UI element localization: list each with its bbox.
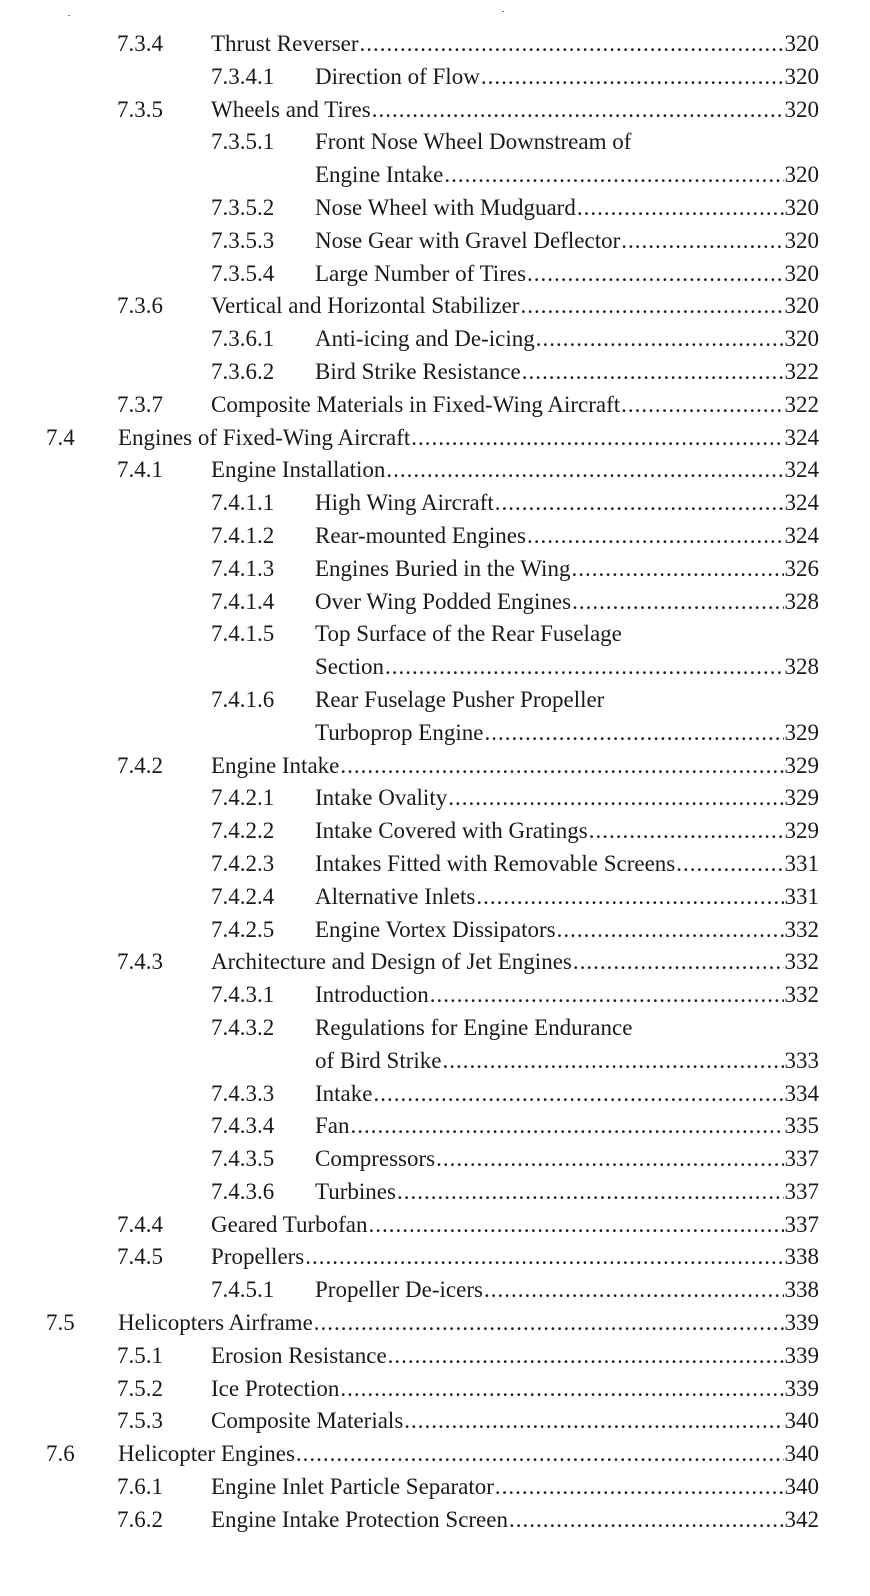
- toc-entry-line: [315, 520, 819, 553]
- section-title: Engine Inlet Particle Separator: [211, 1474, 494, 1500]
- page-number: 329: [784, 818, 819, 844]
- dot-leader: [314, 1307, 784, 1340]
- page-number: 339: [784, 1375, 819, 1401]
- toc-entry: [0, 881, 870, 914]
- section-title: Over Wing Podded Engines: [315, 588, 572, 614]
- section-title: Regulations for Engine Endurance: [315, 1014, 633, 1040]
- section-title: Nose Wheel with Mudguard: [315, 194, 576, 220]
- toc-entry-line: [211, 750, 819, 783]
- toc-entry-line: [315, 487, 819, 520]
- toc-entry-line: [315, 258, 819, 291]
- section-title: Introduction: [315, 982, 429, 1008]
- dot-leader: [360, 28, 784, 61]
- toc-entry: [0, 1438, 870, 1471]
- toc-entry: [0, 782, 870, 815]
- section-title: Compressors: [315, 1146, 436, 1172]
- section-number: 7.5.1: [117, 1342, 163, 1368]
- section-title: Anti-icing and De-icing: [315, 326, 535, 352]
- toc-entry: [0, 1110, 870, 1143]
- dot-leader: [495, 487, 784, 520]
- toc-entry: [0, 1504, 870, 1537]
- page-number: 338: [784, 1277, 819, 1303]
- dot-leader: [340, 1373, 783, 1406]
- toc-entry-line: [211, 1504, 819, 1537]
- toc-entry-line: [211, 1373, 819, 1406]
- toc-entry-line: [315, 1110, 819, 1143]
- section-title: Bird Strike Resistance: [315, 358, 521, 384]
- toc-entry: [0, 1307, 870, 1340]
- page-number: 337: [784, 1146, 819, 1172]
- toc-entry-line: [315, 914, 819, 947]
- toc-entry: [0, 1340, 870, 1373]
- dot-leader: [522, 356, 784, 389]
- toc-entry: [0, 1471, 870, 1504]
- page-number: 328: [784, 588, 819, 614]
- dot-leader: [527, 520, 784, 553]
- section-title: Thrust Reverser: [211, 31, 359, 56]
- dot-leader: [676, 848, 783, 881]
- toc-entry-line: [315, 1078, 819, 1111]
- page-number: 324: [784, 424, 819, 450]
- toc-entry: [0, 586, 870, 619]
- scan-speck: [68, 15, 70, 16]
- section-title: Composite Materials in Fixed-Wing Aircraft: [211, 391, 621, 417]
- toc-entry-continuation: [0, 651, 870, 684]
- toc-entry: [0, 553, 870, 586]
- toc-entry-line: [315, 1045, 819, 1078]
- section-number: 7.4.2.4: [211, 883, 275, 909]
- page-number: 324: [784, 490, 819, 516]
- section-number: 7.3.4.1: [211, 63, 275, 89]
- toc-entry: [0, 487, 870, 520]
- section-number: 7.4.3.5: [211, 1146, 275, 1172]
- section-title: Large Number of Tires: [315, 260, 527, 286]
- section-number: 7.4.1: [117, 457, 163, 483]
- section-number: 7.5.2: [117, 1375, 163, 1401]
- section-title: Intake Ovality: [315, 785, 448, 811]
- page-number: 337: [784, 1178, 819, 1204]
- toc-entry-line: [315, 225, 819, 258]
- toc-entry: [0, 946, 870, 979]
- page-number: 328: [784, 654, 819, 680]
- section-title: Intake: [315, 1080, 373, 1106]
- toc-entry: [0, 520, 870, 553]
- dot-leader: [340, 750, 783, 783]
- section-number: 7.4.2.3: [211, 850, 275, 876]
- section-title: Engines of Fixed-Wing Aircraft: [118, 424, 411, 450]
- toc-entry: [0, 28, 870, 61]
- toc-entry-continuation: [0, 159, 870, 192]
- table-of-contents: [0, 28, 870, 1537]
- page-number: 320: [784, 227, 819, 253]
- page-number: 320: [784, 326, 819, 352]
- section-title: Fan: [315, 1113, 350, 1139]
- page-number: 331: [784, 850, 819, 876]
- section-title: Rear Fuselage Pusher Propeller: [315, 686, 605, 712]
- toc-entry-line: [315, 1143, 819, 1176]
- section-number: 7.4.3: [117, 949, 163, 975]
- section-title: Intakes Fitted with Removable Screens: [315, 850, 676, 876]
- section-title: Engine Intake: [211, 752, 340, 778]
- dot-leader: [536, 323, 784, 356]
- dot-leader: [397, 1176, 784, 1209]
- toc-entry: [0, 979, 870, 1012]
- page-number: 335: [784, 1113, 819, 1139]
- section-title: Engines Buried in the Wing: [315, 555, 571, 581]
- section-number: 7.4.3.3: [211, 1080, 275, 1106]
- section-number: 7.4.1.1: [211, 490, 275, 516]
- dot-leader: [411, 422, 783, 455]
- section-number: 7.4.1.4: [211, 588, 275, 614]
- toc-entry-line: [315, 979, 819, 1012]
- toc-entry: [0, 225, 870, 258]
- section-title: Wheels and Tires: [211, 96, 371, 122]
- section-number: 7.4.2.5: [211, 916, 275, 942]
- toc-entry-line: [211, 1405, 819, 1438]
- toc-entry-line: [315, 159, 819, 192]
- page-number: 332: [784, 916, 819, 942]
- section-title: Top Surface of the Rear Fuselage: [315, 621, 622, 647]
- scan-speck: [502, 11, 504, 12]
- dot-leader: [388, 1340, 784, 1373]
- section-title: Turbines: [315, 1178, 396, 1204]
- toc-entry: [0, 61, 870, 94]
- toc-entry: [0, 290, 870, 323]
- section-title: Propellers: [211, 1244, 305, 1270]
- dot-leader: [436, 1143, 783, 1176]
- section-number: 7.4.3.4: [211, 1113, 275, 1139]
- section-title-continued: Section: [315, 654, 384, 680]
- dot-leader: [509, 1504, 784, 1537]
- toc-entry: [0, 389, 870, 422]
- page-number: 320: [784, 96, 819, 122]
- section-number: 7.4.1.6: [211, 686, 275, 712]
- section-number: 7.5: [46, 1310, 75, 1336]
- toc-entry-line: [211, 1340, 819, 1373]
- page-number: 326: [784, 555, 819, 581]
- section-number: 7.3.5.1: [211, 129, 275, 155]
- page-number: 329: [784, 719, 819, 745]
- dot-leader: [372, 94, 784, 127]
- toc-entry-line: [211, 1471, 819, 1504]
- page-number: 320: [784, 260, 819, 286]
- page-number: 333: [784, 1047, 819, 1073]
- toc-entry-line: [118, 422, 819, 455]
- dot-leader: [476, 881, 783, 914]
- toc-entry-line: [315, 323, 819, 356]
- dot-leader: [404, 1405, 783, 1438]
- page-number: 320: [784, 31, 819, 56]
- page-number: 320: [784, 63, 819, 89]
- toc-entry: [0, 454, 870, 487]
- section-title: Ice Protection: [211, 1375, 340, 1401]
- toc-entry-line: [315, 586, 819, 619]
- page-number: 338: [784, 1244, 819, 1270]
- toc-entry-line: [315, 848, 819, 881]
- dot-leader: [385, 651, 784, 684]
- dot-leader: [444, 159, 783, 192]
- toc-entry-line: [315, 192, 819, 225]
- toc-entry-line: [211, 1209, 819, 1242]
- dot-leader: [484, 717, 783, 750]
- toc-entry-line: [211, 94, 819, 127]
- section-number: 7.4.3.1: [211, 982, 275, 1008]
- section-title: Helicopters Airframe: [118, 1310, 313, 1336]
- section-number: 7.3.6: [117, 293, 163, 319]
- section-title: Propeller De-icers: [315, 1277, 483, 1303]
- toc-entry-continuation: [0, 717, 870, 750]
- toc-entry: [0, 192, 870, 225]
- section-number: 7.3.4: [117, 31, 163, 56]
- section-title-continued: of Bird Strike: [315, 1047, 442, 1073]
- dot-leader: [296, 1438, 784, 1471]
- section-number: 7.3.7: [117, 391, 163, 417]
- section-title: High Wing Aircraft: [315, 490, 494, 516]
- section-title: Intake Covered with Gratings: [315, 818, 588, 844]
- page-number: 334: [784, 1080, 819, 1106]
- section-number: 7.6.1: [117, 1474, 163, 1500]
- page-number: 339: [784, 1310, 819, 1336]
- page-number: 324: [784, 522, 819, 548]
- section-number: 7.4.3.2: [211, 1014, 275, 1040]
- toc-entry: [0, 1176, 870, 1209]
- dot-leader: [373, 1078, 783, 1111]
- section-title: Engine Vortex Dissipators: [315, 916, 556, 942]
- section-title: Engine Intake Protection Screen: [211, 1506, 508, 1532]
- toc-entry: [0, 815, 870, 848]
- toc-entry-line: [211, 28, 819, 61]
- toc-entry: [0, 126, 870, 159]
- toc-entry: [0, 1373, 870, 1406]
- toc-entry-line: [315, 1176, 819, 1209]
- section-number: 7.4: [46, 424, 75, 450]
- dot-leader: [495, 1471, 784, 1504]
- page-number: 320: [784, 293, 819, 319]
- toc-entry-line: [315, 1274, 819, 1307]
- toc-entry-line: [315, 651, 819, 684]
- section-number: 7.3.6.1: [211, 326, 275, 352]
- toc-entry-line: [211, 1241, 819, 1274]
- page-number: 324: [784, 457, 819, 483]
- page-number: 320: [784, 194, 819, 220]
- toc-entry: [0, 258, 870, 291]
- dot-leader: [577, 192, 784, 225]
- toc-entry-line: [315, 881, 819, 914]
- dot-leader: [573, 946, 784, 979]
- page-number: 342: [784, 1506, 819, 1532]
- toc-entry: [0, 323, 870, 356]
- dot-leader: [443, 1045, 784, 1078]
- toc-entry: [0, 750, 870, 783]
- toc-entry: [0, 1078, 870, 1111]
- section-title-continued: Engine Intake: [315, 162, 444, 188]
- section-number: 7.3.6.2: [211, 358, 275, 384]
- toc-entry: [0, 1209, 870, 1242]
- toc-entry: [0, 1241, 870, 1274]
- section-number: 7.4.2: [117, 752, 163, 778]
- dot-leader: [520, 290, 783, 323]
- section-number: 7.5.3: [117, 1408, 163, 1434]
- toc-entry-line: [315, 717, 819, 750]
- page-number: 329: [784, 752, 819, 778]
- section-title: Architecture and Design of Jet Engines: [211, 949, 572, 975]
- section-title: Nose Gear with Gravel Deflector: [315, 227, 621, 253]
- section-number: 7.4.1.3: [211, 555, 275, 581]
- page-number: 332: [784, 982, 819, 1008]
- dot-leader: [484, 1274, 784, 1307]
- dot-leader: [430, 979, 784, 1012]
- section-number: 7.3.5.4: [211, 260, 275, 286]
- toc-entry: [0, 1143, 870, 1176]
- section-number: 7.4.5: [117, 1244, 163, 1270]
- toc-entry: [0, 618, 870, 651]
- toc-entry: [0, 1012, 870, 1045]
- toc-entry-line: [315, 356, 819, 389]
- section-title: Alternative Inlets: [315, 883, 476, 909]
- section-title: Direction of Flow: [315, 63, 480, 89]
- toc-entry-line: [211, 454, 819, 487]
- toc-entry: [0, 914, 870, 947]
- dot-leader: [527, 258, 783, 291]
- toc-entry: [0, 684, 870, 717]
- section-number: 7.3.5: [117, 96, 163, 122]
- toc-entry-continuation: [0, 1045, 870, 1078]
- dot-leader: [557, 914, 784, 947]
- section-title: Geared Turbofan: [211, 1211, 368, 1237]
- section-number: 7.4.2.1: [211, 785, 275, 811]
- section-number: 7.6: [46, 1441, 75, 1467]
- dot-leader: [386, 454, 783, 487]
- toc-entry-line: [211, 389, 819, 422]
- section-number: 7.4.2.2: [211, 818, 275, 844]
- page-number: 322: [784, 358, 819, 384]
- toc-entry: [0, 94, 870, 127]
- page-number: 340: [784, 1408, 819, 1434]
- section-number: 7.4.4: [117, 1211, 163, 1237]
- dot-leader: [351, 1110, 784, 1143]
- toc-entry-line: [211, 946, 819, 979]
- dot-leader: [448, 782, 783, 815]
- section-number: 7.4.1.2: [211, 522, 275, 548]
- page-number: 320: [784, 162, 819, 188]
- page-number: 339: [784, 1342, 819, 1368]
- dot-leader: [589, 815, 784, 848]
- dot-leader: [305, 1241, 783, 1274]
- dot-leader: [369, 1209, 784, 1242]
- toc-entry-line: [118, 1307, 819, 1340]
- section-title: Front Nose Wheel Downstream of: [315, 129, 632, 155]
- dot-leader: [621, 225, 783, 258]
- toc-entry-line: [211, 290, 819, 323]
- page-number: 331: [784, 883, 819, 909]
- section-title: Erosion Resistance: [211, 1342, 387, 1368]
- toc-entry-line: [315, 61, 819, 94]
- page-number: 340: [784, 1441, 819, 1467]
- dot-leader: [481, 61, 784, 94]
- section-number: 7.3.5.2: [211, 194, 275, 220]
- toc-entry: [0, 1405, 870, 1438]
- section-number: 7.4.3.6: [211, 1178, 275, 1204]
- dot-leader: [571, 553, 783, 586]
- section-number: 7.6.2: [117, 1506, 163, 1532]
- page-number: 329: [784, 785, 819, 811]
- section-number: 7.4.1.5: [211, 621, 275, 647]
- section-title: Composite Materials: [211, 1408, 404, 1434]
- toc-entry-line: [315, 815, 819, 848]
- dot-leader: [572, 586, 783, 619]
- section-title: Helicopter Engines: [118, 1441, 295, 1467]
- section-title: Vertical and Horizontal Stabilizer: [211, 293, 520, 319]
- toc-entry-line: [118, 1438, 819, 1471]
- page-number: 322: [784, 391, 819, 417]
- section-number: 7.3.5.3: [211, 227, 275, 253]
- page-number: 337: [784, 1211, 819, 1237]
- page-number: 340: [784, 1474, 819, 1500]
- toc-entry-line: [315, 553, 819, 586]
- section-title: Rear-mounted Engines: [315, 522, 526, 548]
- page-number: 332: [784, 949, 819, 975]
- toc-entry: [0, 1274, 870, 1307]
- dot-leader: [621, 389, 783, 422]
- section-number: 7.4.5.1: [211, 1277, 275, 1303]
- toc-entry: [0, 356, 870, 389]
- section-title: Engine Installation: [211, 457, 386, 483]
- toc-entry: [0, 422, 870, 455]
- toc-entry: [0, 848, 870, 881]
- section-title-continued: Turboprop Engine: [315, 719, 484, 745]
- toc-entry-line: [315, 782, 819, 815]
